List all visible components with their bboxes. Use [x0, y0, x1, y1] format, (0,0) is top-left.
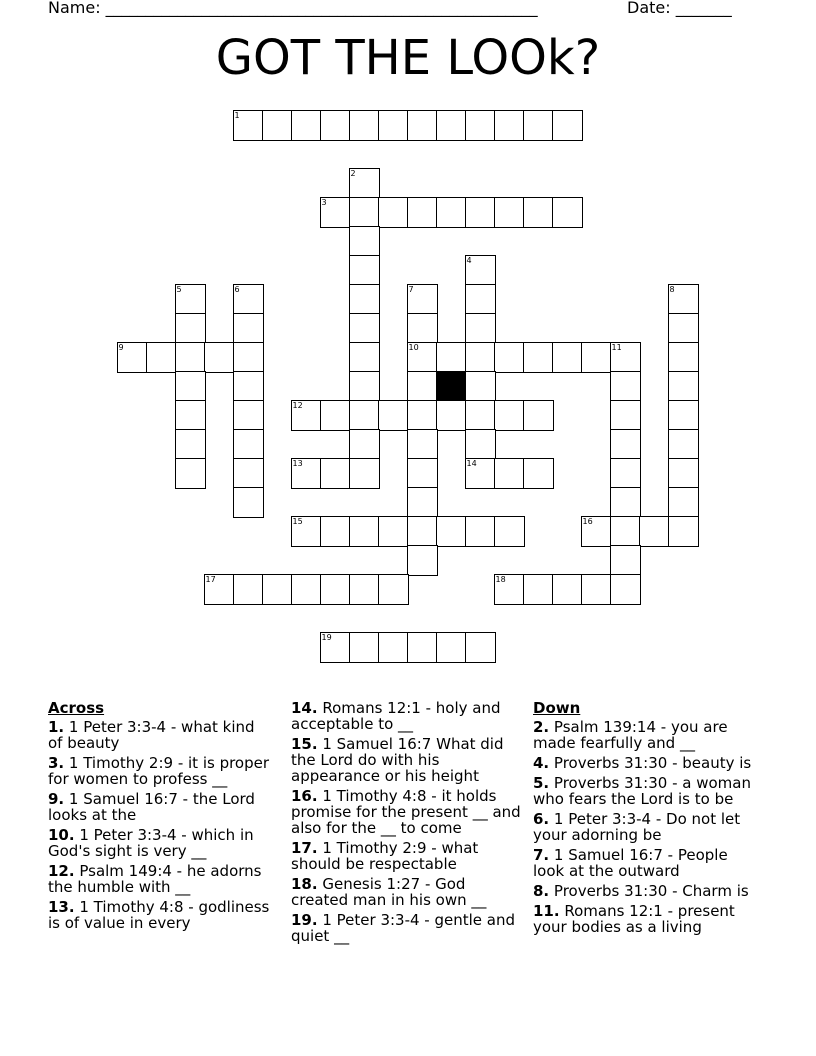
- grid-cell[interactable]: [291, 516, 322, 547]
- grid-cell[interactable]: [465, 284, 496, 315]
- clue-item: [533, 883, 758, 899]
- grid-cell[interactable]: [668, 487, 699, 518]
- grid-cell[interactable]: [465, 342, 496, 373]
- grid-cell[interactable]: [668, 313, 699, 344]
- clue-text: 1 Peter 3:3-4 - gentle and quiet __: [291, 911, 516, 945]
- grid-cell[interactable]: [465, 197, 496, 228]
- grid-cell[interactable]: [233, 574, 264, 605]
- grid-cell[interactable]: [407, 197, 438, 228]
- grid-cell[interactable]: [465, 516, 496, 547]
- grid-cell[interactable]: [291, 400, 322, 431]
- grid-cell[interactable]: [233, 487, 264, 518]
- grid-cell[interactable]: [349, 197, 380, 228]
- across-clues-column-2: [291, 700, 521, 948]
- grid-cell[interactable]: [407, 371, 438, 402]
- grid-cell[interactable]: [581, 574, 612, 605]
- grid-cell[interactable]: [378, 632, 409, 663]
- clue-number: 10.: [48, 826, 75, 844]
- grid-cell[interactable]: [349, 226, 380, 257]
- grid-cell[interactable]: [465, 632, 496, 663]
- clue-number: 10: [408, 343, 419, 352]
- clue-number: 5: [176, 285, 182, 294]
- clue-item: [291, 912, 521, 944]
- grid-cell[interactable]: [610, 487, 641, 518]
- clue-text: 1 Peter 3:3-4 - what kind of beauty: [48, 718, 255, 752]
- grid-cell[interactable]: [407, 632, 438, 663]
- grid-cell[interactable]: [233, 313, 264, 344]
- clue-number: 16: [582, 517, 593, 526]
- grid-cell[interactable]: [407, 458, 438, 489]
- grid-cell[interactable]: [233, 429, 264, 460]
- clue-text: 1 Samuel 16:7 What did the Lord do with his appearance or his height: [291, 735, 504, 785]
- grid-cell[interactable]: [552, 574, 583, 605]
- grid-cell[interactable]: [494, 516, 525, 547]
- grid-cell[interactable]: [407, 487, 438, 518]
- clue-number: 13: [292, 459, 303, 468]
- grid-cell[interactable]: [610, 516, 641, 547]
- grid-cell[interactable]: [233, 284, 264, 315]
- grid-cell[interactable]: [349, 516, 380, 547]
- grid-cell[interactable]: [378, 400, 409, 431]
- clue-number: 14.: [291, 699, 318, 717]
- grid-cell[interactable]: [349, 371, 380, 402]
- grid-cell[interactable]: [378, 574, 409, 605]
- grid-cell[interactable]: [436, 342, 467, 373]
- grid-cell[interactable]: [465, 429, 496, 460]
- grid-cell[interactable]: [407, 342, 438, 373]
- grid-cell[interactable]: [436, 632, 467, 663]
- grid-cell[interactable]: [465, 400, 496, 431]
- clue-number: 3: [321, 198, 327, 207]
- grid-cell[interactable]: [436, 197, 467, 228]
- across-clue-list-continued: [291, 700, 521, 944]
- grid-cell[interactable]: [494, 342, 525, 373]
- grid-cell[interactable]: [378, 110, 409, 141]
- clue-item: [533, 811, 758, 843]
- grid-cell[interactable]: [146, 342, 177, 373]
- grid-cell[interactable]: [523, 342, 554, 373]
- grid-cell[interactable]: [117, 342, 148, 373]
- clue-number: 5.: [533, 774, 550, 792]
- grid-cell[interactable]: [291, 574, 322, 605]
- across-clue-list: [48, 719, 273, 931]
- grid-cell[interactable]: [610, 400, 641, 431]
- clue-number: 12: [292, 401, 303, 410]
- clue-text: Proverbs 31:30 - a woman who fears the Lord is to be: [533, 774, 751, 808]
- clue-text: Psalm 149:4 - he adorns the humble with __: [48, 862, 262, 896]
- clue-number: 6: [234, 285, 240, 294]
- grid-cell[interactable]: [407, 516, 438, 547]
- grid-cell[interactable]: [233, 400, 264, 431]
- clue-item: [533, 775, 758, 807]
- grid-cell[interactable]: [175, 371, 206, 402]
- clue-item: [291, 840, 521, 872]
- clue-number: 18.: [291, 875, 318, 893]
- clue-number: 12.: [48, 862, 75, 880]
- grid-cell[interactable]: [610, 429, 641, 460]
- clue-text: Romans 12:1 - holy and acceptable to __: [291, 699, 501, 733]
- across-clues-column-1: [48, 700, 273, 935]
- grid-cell[interactable]: [581, 342, 612, 373]
- grid-cell[interactable]: [552, 110, 583, 141]
- clue-number: 7: [408, 285, 414, 294]
- grid-cell[interactable]: [291, 458, 322, 489]
- grid-cell[interactable]: [175, 429, 206, 460]
- grid-cell[interactable]: [552, 342, 583, 373]
- clue-number: 19: [321, 633, 332, 642]
- grid-cell[interactable]: [668, 400, 699, 431]
- clue-number: 1: [234, 111, 240, 120]
- clue-number: 9.: [48, 790, 65, 808]
- grid-cell[interactable]: [320, 400, 351, 431]
- grid-cell[interactable]: [523, 110, 554, 141]
- grid-cell[interactable]: [233, 110, 264, 141]
- grid-cell[interactable]: [465, 110, 496, 141]
- grid-cell[interactable]: [465, 458, 496, 489]
- grid-cell[interactable]: [610, 545, 641, 576]
- grid-cell[interactable]: [494, 197, 525, 228]
- clue-item: [291, 736, 521, 784]
- grid-cell[interactable]: [320, 110, 351, 141]
- clue-number: 9: [118, 343, 124, 352]
- clue-text: 1 Timothy 4:8 - godliness is of value in every: [48, 898, 270, 932]
- clue-item: [533, 903, 758, 935]
- down-heading: Down: [533, 699, 581, 717]
- clue-text: 1 Timothy 4:8 - it holds promise for the present __ and also for the __ to come: [291, 787, 521, 837]
- grid-cell[interactable]: [320, 197, 351, 228]
- grid-cell[interactable]: [523, 400, 554, 431]
- clue-number: 3.: [48, 754, 65, 772]
- grid-cell[interactable]: [407, 545, 438, 576]
- grid-cell[interactable]: [175, 400, 206, 431]
- clue-number: 8.: [533, 882, 550, 900]
- grid-cell[interactable]: [610, 371, 641, 402]
- grid-cell[interactable]: [233, 458, 264, 489]
- clue-item: [291, 700, 521, 732]
- grid-cell[interactable]: [378, 197, 409, 228]
- grid-cell[interactable]: [494, 400, 525, 431]
- grid-cell[interactable]: [204, 342, 235, 373]
- grid-cell[interactable]: [494, 458, 525, 489]
- clue-text: 1 Timothy 2:9 - what should be respectable: [291, 839, 479, 873]
- grid-cell[interactable]: [204, 574, 235, 605]
- clue-text: 1 Peter 3:3-4 - which in God's sight is very __: [48, 826, 254, 860]
- grid-cell[interactable]: [552, 197, 583, 228]
- clue-item: [48, 899, 273, 931]
- grid-cell[interactable]: [465, 371, 496, 402]
- clue-number: 17: [205, 575, 216, 584]
- clue-number: 7.: [533, 846, 550, 864]
- clue-number: 15.: [291, 735, 318, 753]
- clue-number: 6.: [533, 810, 550, 828]
- grid-cell[interactable]: [349, 400, 380, 431]
- grid-cell[interactable]: [668, 429, 699, 460]
- grid-cell[interactable]: [349, 458, 380, 489]
- clue-number: 14: [466, 459, 477, 468]
- clue-number: 4.: [533, 754, 550, 772]
- clue-item: [533, 847, 758, 879]
- clue-text: Romans 12:1 - present your bodies as a living: [533, 902, 735, 936]
- grid-cell[interactable]: [349, 313, 380, 344]
- grid-cell[interactable]: [175, 458, 206, 489]
- grid-cell[interactable]: [610, 458, 641, 489]
- clue-number: 4: [466, 256, 472, 265]
- clue-number: 13.: [48, 898, 75, 916]
- grid-cell[interactable]: [581, 516, 612, 547]
- clue-text: Proverbs 31:30 - Charm is: [549, 882, 749, 900]
- grid-cell[interactable]: [610, 574, 641, 605]
- grid-cell[interactable]: [523, 197, 554, 228]
- grid-cell[interactable]: [668, 458, 699, 489]
- clue-number: 18: [495, 575, 506, 584]
- grid-cell[interactable]: [436, 400, 467, 431]
- grid-cell[interactable]: [320, 516, 351, 547]
- grid-cell[interactable]: [494, 574, 525, 605]
- clue-number: 11: [611, 343, 622, 352]
- grid-cell[interactable]: [349, 574, 380, 605]
- puzzle-title: GOT THE LOOk?: [215, 30, 601, 86]
- clue-text: Genesis 1:27 - God created man in his own __: [291, 875, 487, 909]
- grid-cell[interactable]: [668, 516, 699, 547]
- clue-text: Proverbs 31:30 - beauty is: [549, 754, 752, 772]
- clue-number: 15: [292, 517, 303, 526]
- grid-cell[interactable]: [668, 342, 699, 373]
- grid-cell[interactable]: [349, 429, 380, 460]
- down-clues-column: [533, 700, 758, 939]
- clue-text: 1 Peter 3:3-4 - Do not let your adorning be: [533, 810, 741, 844]
- grid-cell[interactable]: [407, 313, 438, 344]
- clue-item: [291, 876, 521, 908]
- grid-cell[interactable]: [349, 284, 380, 315]
- grid-cell[interactable]: [523, 574, 554, 605]
- clue-number: 2.: [533, 718, 550, 736]
- grid-cell[interactable]: [233, 342, 264, 373]
- grid-cell[interactable]: [349, 110, 380, 141]
- grid-cell[interactable]: [378, 516, 409, 547]
- clue-text: 1 Samuel 16:7 - the Lord looks at the: [48, 790, 255, 824]
- grid-cell[interactable]: [349, 632, 380, 663]
- clue-number: 1.: [48, 718, 65, 736]
- grid-cell[interactable]: [262, 110, 293, 141]
- clue-number: 17.: [291, 839, 318, 857]
- clue-item: [533, 719, 758, 751]
- date-field-label: Date: _______: [627, 0, 732, 17]
- grid-cell[interactable]: [465, 313, 496, 344]
- grid-cell[interactable]: [175, 313, 206, 344]
- grid-cell[interactable]: [320, 632, 351, 663]
- grid-cell[interactable]: [639, 516, 670, 547]
- clue-item: [48, 719, 273, 751]
- clue-text: Psalm 139:14 - you are made fearfully and __: [533, 718, 728, 752]
- grid-cell[interactable]: [320, 574, 351, 605]
- grid-cell[interactable]: [175, 342, 206, 373]
- grid-cell[interactable]: [175, 284, 206, 315]
- clue-number: 8: [669, 285, 675, 294]
- clue-text: 1 Timothy 2:9 - it is proper for women to profess __: [48, 754, 270, 788]
- clue-item: [533, 755, 758, 771]
- grid-cell[interactable]: [262, 574, 293, 605]
- grid-cell[interactable]: [349, 255, 380, 286]
- grid-cell[interactable]: [407, 284, 438, 315]
- grid-cell[interactable]: [291, 110, 322, 141]
- grid-cell[interactable]: [407, 400, 438, 431]
- clue-item: [48, 827, 273, 859]
- clue-item: [48, 863, 273, 895]
- grid-cell[interactable]: [668, 284, 699, 315]
- grid-cell[interactable]: [436, 110, 467, 141]
- clue-number: 11.: [533, 902, 560, 920]
- clue-item: [291, 788, 521, 836]
- clue-text: 1 Samuel 16:7 - People look at the outward: [533, 846, 728, 880]
- across-heading: Across: [48, 699, 105, 717]
- down-clue-list: [533, 719, 758, 935]
- grid-cell[interactable]: [349, 342, 380, 373]
- blocked-cell: [436, 371, 467, 402]
- grid-cell[interactable]: [436, 516, 467, 547]
- grid-cell[interactable]: [233, 371, 264, 402]
- grid-cell[interactable]: [494, 110, 525, 141]
- grid-cell[interactable]: [610, 342, 641, 373]
- grid-cell[interactable]: [465, 255, 496, 286]
- grid-cell[interactable]: [320, 458, 351, 489]
- grid-cell[interactable]: [668, 371, 699, 402]
- clue-item: [48, 791, 273, 823]
- grid-cell[interactable]: [407, 110, 438, 141]
- clue-number: 2: [350, 169, 356, 178]
- grid-cell[interactable]: [407, 429, 438, 460]
- clue-item: [48, 755, 273, 787]
- grid-cell[interactable]: [523, 458, 554, 489]
- name-field-label: Name: ______________________________________________________: [48, 0, 538, 17]
- clue-number: 19.: [291, 911, 318, 929]
- clue-number: 16.: [291, 787, 318, 805]
- grid-cell[interactable]: [349, 168, 380, 199]
